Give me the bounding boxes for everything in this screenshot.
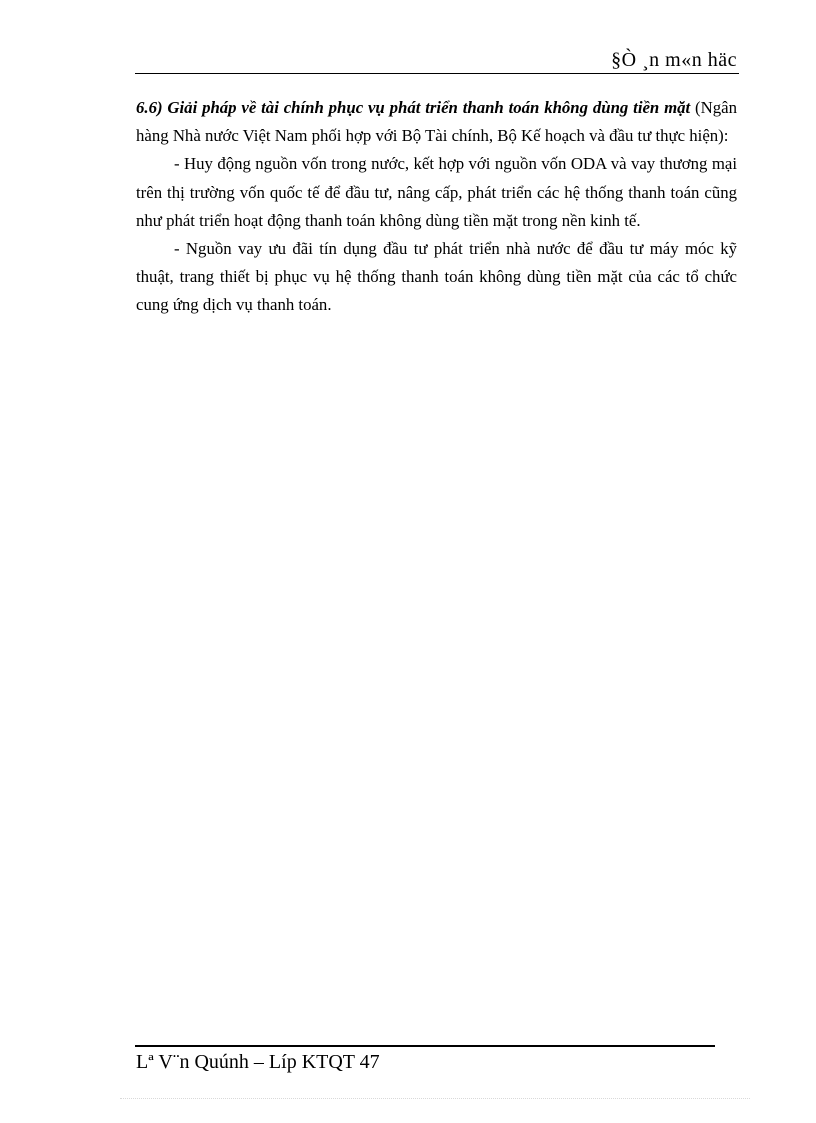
page-header-title: §Ò ¸n m«n häc [611, 49, 737, 71]
section-heading-paragraph [136, 94, 737, 150]
body-paragraph-1: - Huy động nguồn vốn trong nước, kết hợp với nguồn vốn ODA và vay thương mại trên thị trường vốn quốc tế để đầu tư, nâng cấp, phát triển các hệ thống thanh toán cũng như phát triển hoạt động thanh toán không dùng tiền mặt trong nền kinh tế. [136, 154, 737, 230]
document-body [136, 94, 737, 320]
footer-author: Lª V¨n Quúnh – Líp KTQT 47 [136, 1051, 380, 1073]
footer-divider [135, 1045, 715, 1047]
section-heading: 6.6) Giải pháp về tài chính phục vụ phát triển thanh toán không dùng tiền mặt [136, 98, 691, 117]
page-bottom-edge [120, 1098, 750, 1099]
body-paragraph-2: - Nguồn vay ưu đãi tín dụng đầu tư phát triển nhà nước để đầu tư máy móc kỹ thuật, trang thiết bị phục vụ hệ thống thanh toán không dùng tiền mặt của các tổ chức cung ứng dịch vụ thanh toán. [136, 239, 737, 315]
header-divider [135, 73, 739, 74]
section-heading-note: (Ngân hàng Nhà nước Việt Nam phối hợp với Bộ Tài chính, Bộ Kế hoạch và đầu tư thực hiện): [136, 98, 737, 146]
